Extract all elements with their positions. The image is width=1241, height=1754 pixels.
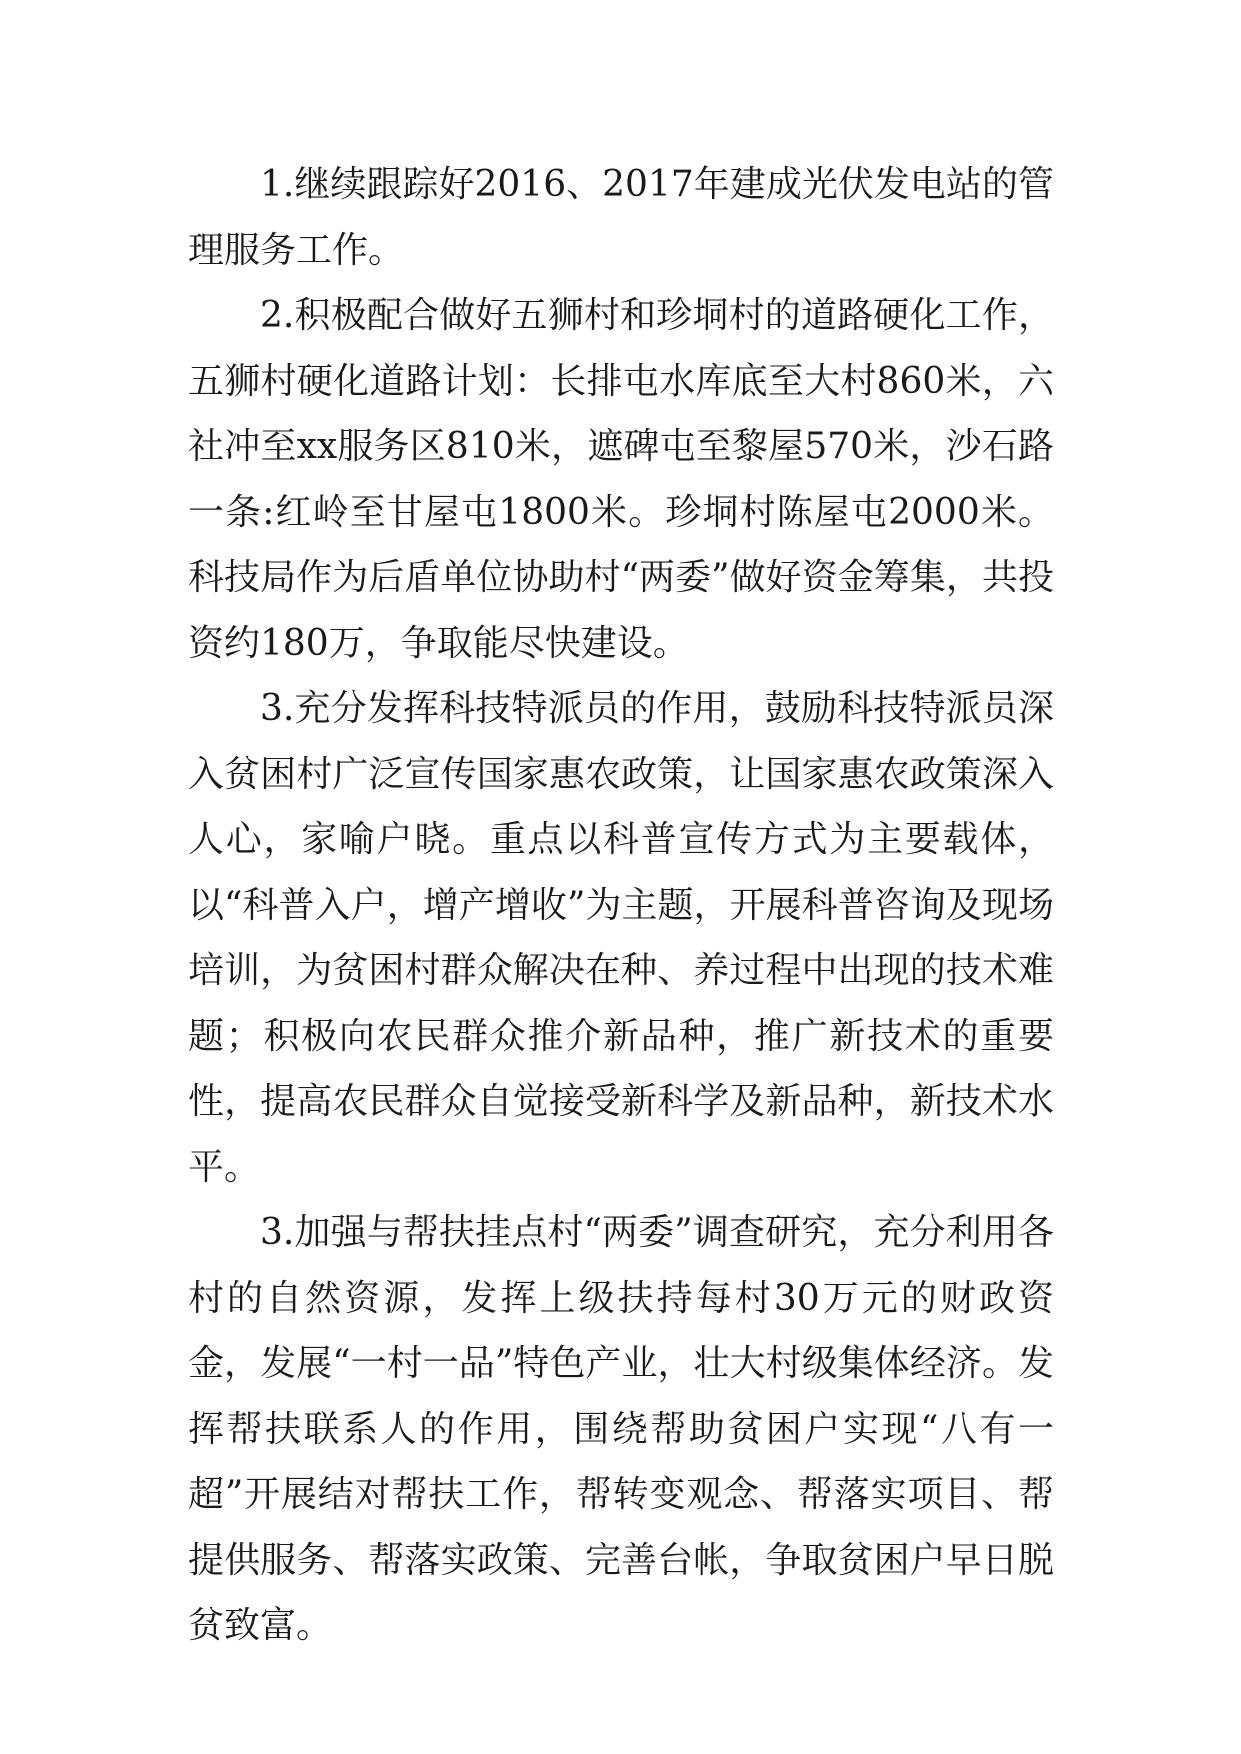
paragraph-4: 3.加强与帮扶挂点村“两委”调查研究，充分利用各村的自然资源，发挥上级扶持每村30万元的财政资金，发展“一村一品”特色产业，壮大村级集体经济。发挥帮扶联系人的作用，围绕帮助贫困户实现“八有一超”开展结对帮扶工作，帮转变观念、帮落实项目、帮提供服务、帮落实政策、完善台帐，争取贫困户早日脱贫致富。: [188, 1212, 1054, 1646]
paragraph-1: 1.继续跟踪好2016、2017年建成光伏发电站的管理服务工作。: [188, 164, 1054, 271]
document-body: [188, 152, 1054, 1659]
paragraph-2: 2.积极配合做好五狮村和珍垌村的道路硬化工作，五狮村硬化道路计划：长排屯水库底至大村860米，六社冲至xx服务区810米，遮碑屯至黎屋570米，沙石路一条:红岭至甘屋屯1800米。珍垌村陈屋屯2000米。科技局作为后盾单位协助村“两委”做好资金筹集，共投资约180万，争取能尽快建设。: [188, 295, 1054, 664]
paragraph-3: 3.充分发挥科技特派员的作用，鼓励科技特派员深入贫困村广泛宣传国家惠农政策，让国家惠农政策深入人心，家喻户晓。重点以科普宣传方式为主要载体，以“科普入户，增产增收”为主题，开展科普咨询及现场培训，为贫困村群众解决在种、养过程中出现的技术难题；积极向农民群众推介新品种，推广新技术的重要性，提高农民群众自觉接受新科学及新品种，新技术水平。: [188, 688, 1054, 1188]
